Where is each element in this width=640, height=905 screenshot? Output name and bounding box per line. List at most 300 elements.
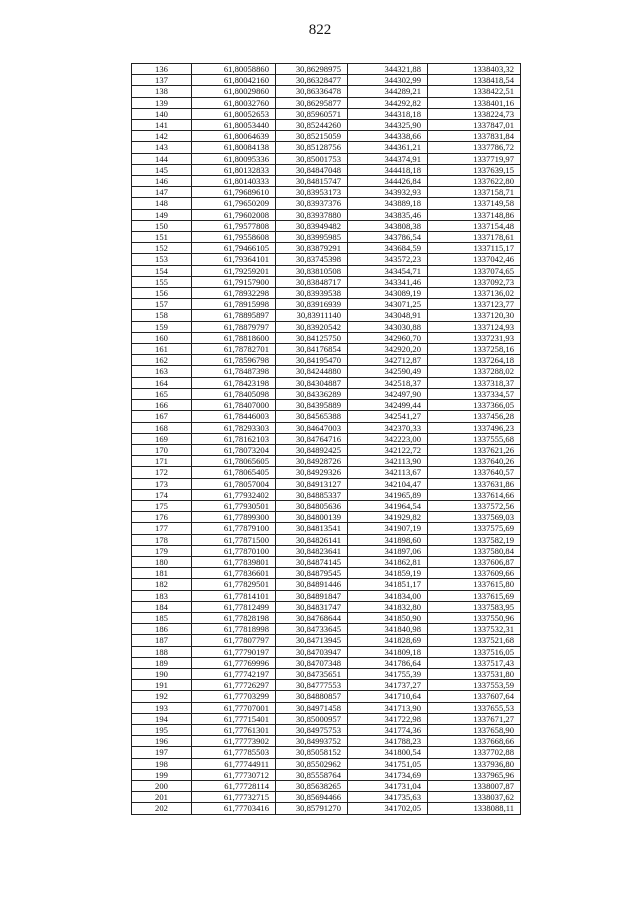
longitude-cell: 30,84703947	[276, 646, 348, 657]
point-number-cell: 195	[132, 724, 192, 735]
point-number-cell: 146	[132, 176, 192, 187]
point-number-cell: 177	[132, 523, 192, 534]
table-row	[132, 702, 521, 713]
latitude-cell: 61,77930501	[192, 500, 276, 511]
y-coordinate-cell: 1338422,51	[428, 86, 521, 97]
y-coordinate-cell: 1337366,05	[428, 400, 521, 411]
latitude-cell: 61,77836601	[192, 568, 276, 579]
table-row	[132, 657, 521, 668]
x-coordinate-cell: 344318,18	[348, 108, 428, 119]
latitude-cell: 61,78487398	[192, 366, 276, 377]
table-row	[132, 64, 521, 75]
table-row	[132, 254, 521, 265]
table-row	[132, 747, 521, 758]
x-coordinate-cell: 342223,00	[348, 433, 428, 444]
table-row	[132, 388, 521, 399]
latitude-cell: 61,77715401	[192, 713, 276, 724]
x-coordinate-cell: 341737,27	[348, 680, 428, 691]
latitude-cell: 61,80064639	[192, 131, 276, 142]
x-coordinate-cell: 341731,04	[348, 781, 428, 792]
longitude-cell: 30,83939538	[276, 288, 348, 299]
table-row	[132, 176, 521, 187]
point-number-cell: 155	[132, 276, 192, 287]
table-row	[132, 601, 521, 612]
longitude-cell: 30,86336478	[276, 86, 348, 97]
y-coordinate-cell: 1337123,77	[428, 299, 521, 310]
table-row	[132, 467, 521, 478]
y-coordinate-cell: 1337042,46	[428, 254, 521, 265]
table-row	[132, 243, 521, 254]
longitude-cell: 30,83848717	[276, 276, 348, 287]
latitude-cell: 61,78596798	[192, 355, 276, 366]
longitude-cell: 30,84565388	[276, 411, 348, 422]
point-number-cell: 141	[132, 120, 192, 131]
point-number-cell: 185	[132, 612, 192, 623]
table-row	[132, 187, 521, 198]
table-row	[132, 400, 521, 411]
y-coordinate-cell: 1338224,73	[428, 108, 521, 119]
x-coordinate-cell: 341809,18	[348, 646, 428, 657]
y-coordinate-cell: 1337583,95	[428, 601, 521, 612]
latitude-cell: 61,79650209	[192, 198, 276, 209]
x-coordinate-cell: 344338,66	[348, 131, 428, 142]
point-number-cell: 199	[132, 769, 192, 780]
longitude-cell: 30,86328477	[276, 75, 348, 86]
y-coordinate-cell: 1337288,02	[428, 366, 521, 377]
table-row	[132, 142, 521, 153]
table-row	[132, 724, 521, 735]
x-coordinate-cell: 341859,19	[348, 568, 428, 579]
latitude-cell: 61,78407000	[192, 400, 276, 411]
table-row	[132, 512, 521, 523]
latitude-cell: 61,79364101	[192, 254, 276, 265]
latitude-cell: 61,77871500	[192, 534, 276, 545]
table-row	[132, 769, 521, 780]
table-row	[132, 668, 521, 679]
y-coordinate-cell: 1337531,80	[428, 668, 521, 679]
x-coordinate-cell: 342370,33	[348, 422, 428, 433]
longitude-cell: 30,84929326	[276, 467, 348, 478]
x-coordinate-cell: 341755,39	[348, 668, 428, 679]
table-row	[132, 232, 521, 243]
y-coordinate-cell: 1337615,69	[428, 590, 521, 601]
x-coordinate-cell: 344374,91	[348, 153, 428, 164]
point-number-cell: 159	[132, 321, 192, 332]
longitude-cell: 30,85215059	[276, 131, 348, 142]
latitude-cell: 61,77769996	[192, 657, 276, 668]
x-coordinate-cell: 341774,36	[348, 724, 428, 735]
y-coordinate-cell: 1337607,64	[428, 691, 521, 702]
x-coordinate-cell: 343030,88	[348, 321, 428, 332]
x-coordinate-cell: 341862,81	[348, 556, 428, 567]
y-coordinate-cell: 1337786,72	[428, 142, 521, 153]
x-coordinate-cell: 343684,59	[348, 243, 428, 254]
x-coordinate-cell: 341851,17	[348, 579, 428, 590]
x-coordinate-cell: 341788,23	[348, 736, 428, 747]
table-row	[132, 209, 521, 220]
latitude-cell: 61,77932402	[192, 489, 276, 500]
latitude-cell: 61,78293303	[192, 422, 276, 433]
point-number-cell: 169	[132, 433, 192, 444]
x-coordinate-cell: 343786,54	[348, 232, 428, 243]
y-coordinate-cell: 1338403,32	[428, 64, 521, 75]
point-number-cell: 183	[132, 590, 192, 601]
latitude-cell: 61,78073204	[192, 444, 276, 455]
point-number-cell: 188	[132, 646, 192, 657]
latitude-cell: 61,77790197	[192, 646, 276, 657]
point-number-cell: 149	[132, 209, 192, 220]
latitude-cell: 61,78782701	[192, 344, 276, 355]
point-number-cell: 197	[132, 747, 192, 758]
table-row	[132, 321, 521, 332]
x-coordinate-cell: 343089,19	[348, 288, 428, 299]
latitude-cell: 61,80042160	[192, 75, 276, 86]
x-coordinate-cell: 343808,38	[348, 220, 428, 231]
x-coordinate-cell: 341710,64	[348, 691, 428, 702]
latitude-cell: 61,78915998	[192, 299, 276, 310]
point-number-cell: 181	[132, 568, 192, 579]
y-coordinate-cell: 1337569,03	[428, 512, 521, 523]
y-coordinate-cell: 1337456,28	[428, 411, 521, 422]
x-coordinate-cell: 342712,87	[348, 355, 428, 366]
y-coordinate-cell: 1337606,87	[428, 556, 521, 567]
latitude-cell: 61,80053440	[192, 120, 276, 131]
point-number-cell: 151	[132, 232, 192, 243]
longitude-cell: 30,84879545	[276, 568, 348, 579]
longitude-cell: 30,85128756	[276, 142, 348, 153]
longitude-cell: 30,84777553	[276, 680, 348, 691]
latitude-cell: 61,78446003	[192, 411, 276, 422]
y-coordinate-cell: 1337622,80	[428, 176, 521, 187]
latitude-cell: 61,79558608	[192, 232, 276, 243]
point-number-cell: 147	[132, 187, 192, 198]
table-row	[132, 478, 521, 489]
latitude-cell: 61,77899300	[192, 512, 276, 523]
point-number-cell: 201	[132, 792, 192, 803]
table-row	[132, 422, 521, 433]
latitude-cell: 61,78879797	[192, 321, 276, 332]
longitude-cell: 30,84975753	[276, 724, 348, 735]
x-coordinate-cell: 344302,99	[348, 75, 428, 86]
y-coordinate-cell: 1337639,15	[428, 164, 521, 175]
longitude-cell: 30,83953173	[276, 187, 348, 198]
longitude-cell: 30,84847048	[276, 164, 348, 175]
point-number-cell: 143	[132, 142, 192, 153]
x-coordinate-cell: 344361,21	[348, 142, 428, 153]
point-number-cell: 137	[132, 75, 192, 86]
point-number-cell: 153	[132, 254, 192, 265]
coordinates-table	[131, 63, 521, 815]
x-coordinate-cell: 342960,70	[348, 332, 428, 343]
latitude-cell: 61,78065605	[192, 456, 276, 467]
table-row	[132, 75, 521, 86]
point-number-cell: 182	[132, 579, 192, 590]
y-coordinate-cell: 1337521,68	[428, 635, 521, 646]
latitude-cell: 61,78057004	[192, 478, 276, 489]
latitude-cell: 61,79689610	[192, 187, 276, 198]
longitude-cell: 30,84813541	[276, 523, 348, 534]
y-coordinate-cell: 1337572,56	[428, 500, 521, 511]
longitude-cell: 30,84713945	[276, 635, 348, 646]
x-coordinate-cell: 341898,60	[348, 534, 428, 545]
x-coordinate-cell: 341832,80	[348, 601, 428, 612]
y-coordinate-cell: 1338007,87	[428, 781, 521, 792]
table-row	[132, 579, 521, 590]
table-row	[132, 265, 521, 276]
x-coordinate-cell: 341929,82	[348, 512, 428, 523]
longitude-cell: 30,83911140	[276, 310, 348, 321]
x-coordinate-cell: 341850,90	[348, 612, 428, 623]
point-number-cell: 196	[132, 736, 192, 747]
x-coordinate-cell: 341965,89	[348, 489, 428, 500]
y-coordinate-cell: 1337318,37	[428, 377, 521, 388]
latitude-cell: 61,80095336	[192, 153, 276, 164]
x-coordinate-cell: 343889,18	[348, 198, 428, 209]
x-coordinate-cell: 344426,84	[348, 176, 428, 187]
y-coordinate-cell: 1337496,23	[428, 422, 521, 433]
longitude-cell: 30,84831747	[276, 601, 348, 612]
y-coordinate-cell: 1337614,66	[428, 489, 521, 500]
y-coordinate-cell: 1337609,66	[428, 568, 521, 579]
point-number-cell: 168	[132, 422, 192, 433]
x-coordinate-cell: 343572,23	[348, 254, 428, 265]
longitude-cell: 30,84764716	[276, 433, 348, 444]
latitude-cell: 61,78423198	[192, 377, 276, 388]
longitude-cell: 30,83916939	[276, 299, 348, 310]
y-coordinate-cell: 1337668,66	[428, 736, 521, 747]
longitude-cell: 30,83995985	[276, 232, 348, 243]
latitude-cell: 61,79577808	[192, 220, 276, 231]
latitude-cell: 61,77807797	[192, 635, 276, 646]
point-number-cell: 138	[132, 86, 192, 97]
longitude-cell: 30,83937376	[276, 198, 348, 209]
longitude-cell: 30,84768644	[276, 612, 348, 623]
latitude-cell: 61,78065405	[192, 467, 276, 478]
y-coordinate-cell: 1337831,84	[428, 131, 521, 142]
latitude-cell: 61,77728114	[192, 781, 276, 792]
table-row	[132, 86, 521, 97]
longitude-cell: 30,84993752	[276, 736, 348, 747]
longitude-cell: 30,85000957	[276, 713, 348, 724]
y-coordinate-cell: 1337120,30	[428, 310, 521, 321]
longitude-cell: 30,84913127	[276, 478, 348, 489]
x-coordinate-cell: 341751,05	[348, 758, 428, 769]
longitude-cell: 30,85638265	[276, 781, 348, 792]
y-coordinate-cell: 1337555,68	[428, 433, 521, 444]
point-number-cell: 161	[132, 344, 192, 355]
x-coordinate-cell: 343932,93	[348, 187, 428, 198]
point-number-cell: 200	[132, 781, 192, 792]
longitude-cell: 30,85694466	[276, 792, 348, 803]
y-coordinate-cell: 1337092,73	[428, 276, 521, 287]
coordinates-table-body	[132, 64, 521, 815]
point-number-cell: 178	[132, 534, 192, 545]
table-row	[132, 792, 521, 803]
y-coordinate-cell: 1337847,01	[428, 120, 521, 131]
x-coordinate-cell: 343341,46	[348, 276, 428, 287]
y-coordinate-cell: 1337936,80	[428, 758, 521, 769]
point-number-cell: 156	[132, 288, 192, 299]
longitude-cell: 30,84707348	[276, 657, 348, 668]
longitude-cell: 30,84823641	[276, 545, 348, 556]
latitude-cell: 61,77726297	[192, 680, 276, 691]
table-row	[132, 310, 521, 321]
latitude-cell: 61,80052653	[192, 108, 276, 119]
table-row	[132, 803, 521, 814]
x-coordinate-cell: 342920,20	[348, 344, 428, 355]
point-number-cell: 157	[132, 299, 192, 310]
longitude-cell: 30,83920542	[276, 321, 348, 332]
table-row	[132, 456, 521, 467]
point-number-cell: 145	[132, 164, 192, 175]
longitude-cell: 30,84244880	[276, 366, 348, 377]
x-coordinate-cell: 341722,98	[348, 713, 428, 724]
y-coordinate-cell: 1337582,19	[428, 534, 521, 545]
x-coordinate-cell: 344321,88	[348, 64, 428, 75]
point-number-cell: 184	[132, 601, 192, 612]
x-coordinate-cell: 341735,63	[348, 792, 428, 803]
table-row	[132, 612, 521, 623]
x-coordinate-cell: 341834,00	[348, 590, 428, 601]
longitude-cell: 30,83879291	[276, 243, 348, 254]
longitude-cell: 30,84874145	[276, 556, 348, 567]
y-coordinate-cell: 1337149,58	[428, 198, 521, 209]
latitude-cell: 61,77732715	[192, 792, 276, 803]
table-row	[132, 534, 521, 545]
table-row	[132, 433, 521, 444]
y-coordinate-cell: 1337553,59	[428, 680, 521, 691]
latitude-cell: 61,80132833	[192, 164, 276, 175]
y-coordinate-cell: 1337631,86	[428, 478, 521, 489]
y-coordinate-cell: 1338401,16	[428, 97, 521, 108]
latitude-cell: 61,78932298	[192, 288, 276, 299]
longitude-cell: 30,84336289	[276, 388, 348, 399]
x-coordinate-cell: 341840,98	[348, 624, 428, 635]
point-number-cell: 154	[132, 265, 192, 276]
y-coordinate-cell: 1337231,93	[428, 332, 521, 343]
latitude-cell: 61,77744911	[192, 758, 276, 769]
table-row	[132, 411, 521, 422]
y-coordinate-cell: 1337615,80	[428, 579, 521, 590]
latitude-cell: 61,77829501	[192, 579, 276, 590]
x-coordinate-cell: 341713,90	[348, 702, 428, 713]
x-coordinate-cell: 341702,05	[348, 803, 428, 814]
latitude-cell: 61,77812499	[192, 601, 276, 612]
point-number-cell: 164	[132, 377, 192, 388]
x-coordinate-cell: 342518,37	[348, 377, 428, 388]
x-coordinate-cell: 342113,90	[348, 456, 428, 467]
table-row	[132, 332, 521, 343]
latitude-cell: 61,77785503	[192, 747, 276, 758]
y-coordinate-cell: 1337154,48	[428, 220, 521, 231]
point-number-cell: 187	[132, 635, 192, 646]
y-coordinate-cell: 1337148,86	[428, 209, 521, 220]
latitude-cell: 61,77818998	[192, 624, 276, 635]
point-number-cell: 139	[132, 97, 192, 108]
x-coordinate-cell: 342541,27	[348, 411, 428, 422]
point-number-cell: 144	[132, 153, 192, 164]
longitude-cell: 30,84891847	[276, 590, 348, 601]
x-coordinate-cell: 341828,69	[348, 635, 428, 646]
latitude-cell: 61,77707001	[192, 702, 276, 713]
x-coordinate-cell: 343071,25	[348, 299, 428, 310]
y-coordinate-cell: 1338088,11	[428, 803, 521, 814]
table-row	[132, 299, 521, 310]
x-coordinate-cell: 342104,47	[348, 478, 428, 489]
point-number-cell: 194	[132, 713, 192, 724]
x-coordinate-cell: 342122,72	[348, 444, 428, 455]
table-row	[132, 556, 521, 567]
x-coordinate-cell: 341800,54	[348, 747, 428, 758]
y-coordinate-cell: 1337640,57	[428, 467, 521, 478]
point-number-cell: 160	[132, 332, 192, 343]
longitude-cell: 30,85791270	[276, 803, 348, 814]
point-number-cell: 175	[132, 500, 192, 511]
y-coordinate-cell: 1337965,96	[428, 769, 521, 780]
y-coordinate-cell: 1338037,62	[428, 792, 521, 803]
latitude-cell: 61,78818600	[192, 332, 276, 343]
longitude-cell: 30,84735651	[276, 668, 348, 679]
y-coordinate-cell: 1337575,69	[428, 523, 521, 534]
table-row	[132, 220, 521, 231]
point-number-cell: 176	[132, 512, 192, 523]
page-number: 822	[308, 22, 332, 38]
table-row	[132, 377, 521, 388]
table-row	[132, 444, 521, 455]
x-coordinate-cell: 341897,06	[348, 545, 428, 556]
longitude-cell: 30,83937880	[276, 209, 348, 220]
table-row	[132, 624, 521, 635]
table-row	[132, 545, 521, 556]
y-coordinate-cell: 1337702,88	[428, 747, 521, 758]
x-coordinate-cell: 342590,49	[348, 366, 428, 377]
y-coordinate-cell: 1337671,27	[428, 713, 521, 724]
latitude-cell: 61,77730712	[192, 769, 276, 780]
table-row	[132, 489, 521, 500]
latitude-cell: 61,77870100	[192, 545, 276, 556]
table-row	[132, 758, 521, 769]
y-coordinate-cell: 1337532,31	[428, 624, 521, 635]
point-number-cell: 148	[132, 198, 192, 209]
y-coordinate-cell: 1337264,18	[428, 355, 521, 366]
table-row	[132, 568, 521, 579]
point-number-cell: 189	[132, 657, 192, 668]
latitude-cell: 61,79602008	[192, 209, 276, 220]
point-number-cell: 142	[132, 131, 192, 142]
table-row	[132, 635, 521, 646]
table-row	[132, 781, 521, 792]
y-coordinate-cell: 1337550,96	[428, 612, 521, 623]
latitude-cell: 61,78895897	[192, 310, 276, 321]
point-number-cell: 140	[132, 108, 192, 119]
longitude-cell: 30,84891446	[276, 579, 348, 590]
longitude-cell: 30,84880857	[276, 691, 348, 702]
table-row	[132, 276, 521, 287]
latitude-cell: 61,80084138	[192, 142, 276, 153]
longitude-cell: 30,83949482	[276, 220, 348, 231]
y-coordinate-cell: 1337621,26	[428, 444, 521, 455]
longitude-cell: 30,84815747	[276, 176, 348, 187]
y-coordinate-cell: 1337580,84	[428, 545, 521, 556]
longitude-cell: 30,84125750	[276, 332, 348, 343]
table-row	[132, 164, 521, 175]
longitude-cell: 30,85058152	[276, 747, 348, 758]
point-number-cell: 202	[132, 803, 192, 814]
table-row	[132, 355, 521, 366]
table-row	[132, 691, 521, 702]
longitude-cell: 30,84805636	[276, 500, 348, 511]
longitude-cell: 30,84195470	[276, 355, 348, 366]
